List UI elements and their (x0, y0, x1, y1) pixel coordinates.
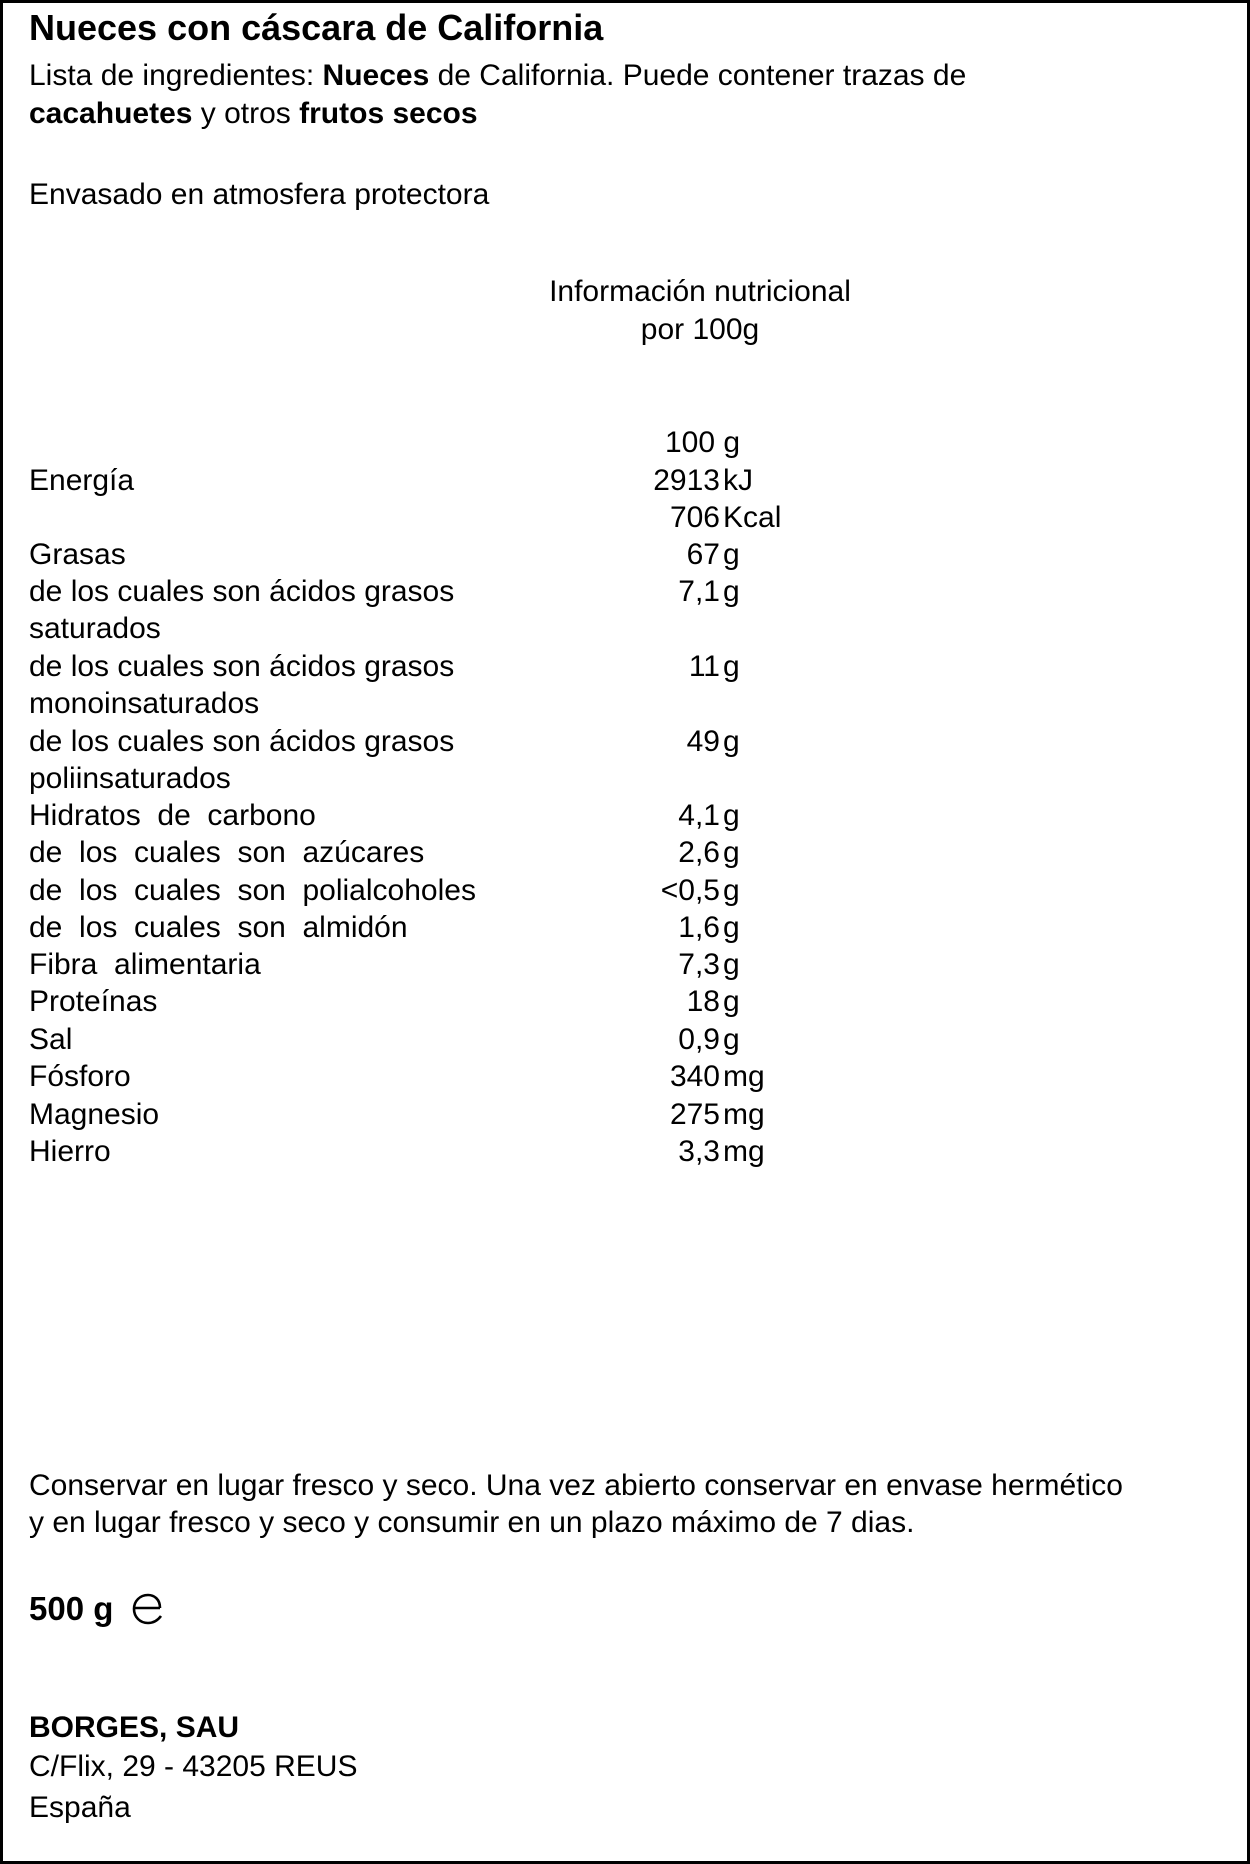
company-address: C/Flix, 29 - 43205 REUS (29, 1750, 358, 1783)
nutrition-row (3, 760, 1250, 798)
nutrient-unit: mg (723, 1060, 765, 1093)
nutrition-row (3, 1021, 1250, 1059)
nutrition-row (3, 648, 1250, 686)
allergen-cacahuetes: cacahuetes (29, 97, 193, 130)
nutrient-unit: g (723, 650, 740, 683)
ingredients-line-1 (29, 57, 966, 95)
nutrient-name: Energía (29, 464, 135, 497)
nutrient-value: 706 (669, 501, 720, 534)
nutrition-row (3, 946, 1250, 984)
nutrient-name: de los cuales son ácidos grasos (29, 650, 455, 683)
nutrient-name: Fósforo (29, 1060, 131, 1093)
nutrition-row (3, 573, 1250, 611)
ingredients-mid: y otros (192, 97, 300, 130)
nutrient-name: de los cuales son azúcares (29, 836, 425, 869)
nutrition-heading: Información nutricional (549, 275, 851, 308)
nutrient-unit: g (723, 836, 740, 869)
nutrient-unit: mg (723, 1098, 765, 1131)
nutrition-row (3, 1133, 1250, 1171)
nutrient-value: 49 (686, 725, 720, 758)
nutrition-row (3, 723, 1250, 761)
nutrient-unit: g (723, 911, 740, 944)
nutrient-value: 2,6 (678, 836, 720, 869)
nutrient-name: Hierro (29, 1135, 111, 1168)
nutrient-name: Proteínas (29, 985, 158, 1018)
company-country: España (29, 1791, 131, 1824)
nutrition-row (3, 1058, 1250, 1096)
nutrition-row (3, 797, 1250, 835)
nutrient-unit: g (723, 948, 740, 981)
nutrient-unit: Kcal (723, 501, 782, 534)
product-title: Nueces con cáscara de California (29, 7, 604, 48)
nutrient-value: 3,3 (678, 1135, 720, 1168)
allergen-frutos-secos: frutos secos (299, 97, 478, 130)
ingredient-bold-nueces: Nueces (322, 59, 430, 92)
net-weight: 500 g (29, 1590, 114, 1627)
nutrient-name: Magnesio (29, 1098, 160, 1131)
nutrient-name: de los cuales son ácidos grasos (29, 725, 455, 758)
ingredients-line-2 (29, 95, 478, 133)
nutrient-unit: g (723, 1023, 740, 1056)
nutrient-value: 1,6 (678, 911, 720, 944)
company-name: BORGES, SAU (29, 1711, 240, 1744)
nutrient-name: de los cuales son almidón (29, 911, 408, 944)
nutrient-value: 7,1 (678, 575, 720, 608)
nutrient-name: Grasas (29, 538, 126, 571)
nutrient-name: saturados (29, 612, 161, 645)
nutrient-name: Sal (29, 1023, 73, 1056)
nutrient-value: 4,1 (678, 799, 720, 832)
nutrient-unit: g (723, 874, 740, 907)
nutrient-name: Fibra alimentaria (29, 948, 261, 981)
nutrient-name: de los cuales son polialcoholes (29, 874, 476, 907)
nutrition-row (3, 983, 1250, 1021)
nutrition-row (3, 872, 1250, 910)
nutrient-name: de los cuales son ácidos grasos (29, 575, 455, 608)
nutrition-column-header: 100 g (665, 426, 741, 459)
ingredients-prefix: Lista de ingredientes: (29, 59, 323, 92)
nutrition-subheading: por 100g (640, 313, 760, 346)
nutrient-name: Hidratos de carbono (29, 799, 316, 832)
packaging-note: Envasado en atmosfera protectora (29, 178, 490, 211)
nutrition-row (3, 909, 1250, 947)
nutrition-row (3, 499, 1250, 537)
storage-line-1: Conservar en lugar fresco y seco. Una vez abierto conservar en envase hermético (29, 1469, 1123, 1502)
nutrient-unit: g (723, 725, 740, 758)
nutrition-row (3, 536, 1250, 574)
nutrition-row (3, 462, 1250, 500)
nutrition-row (3, 834, 1250, 872)
ingredients-suffix: de California. Puede contener trazas de (429, 59, 967, 92)
nutrition-row (3, 685, 1250, 723)
nutrient-name: poliinsaturados (29, 762, 231, 795)
nutrition-row (3, 610, 1250, 648)
nutrient-unit: mg (723, 1135, 765, 1168)
nutrient-value: 18 (686, 985, 720, 1018)
nutrition-row (3, 1096, 1250, 1134)
nutrient-value: 2913 (653, 464, 720, 497)
storage-line-2: y en lugar fresco y seco y consumir en un plazo máximo de 7 dias. (29, 1506, 915, 1539)
nutrient-value: 340 (669, 1060, 720, 1093)
estimated-sign-icon (130, 1591, 166, 1627)
nutrient-name: monoinsaturados (29, 687, 260, 720)
nutrient-unit: g (723, 799, 740, 832)
nutrient-unit: g (723, 575, 740, 608)
nutrient-unit: g (723, 538, 740, 571)
nutrient-value: 0,9 (678, 1023, 720, 1056)
nutrient-value: 275 (669, 1098, 720, 1131)
nutrient-value: <0,5 (660, 874, 720, 907)
nutrient-value: 67 (686, 538, 720, 571)
nutrient-value: 7,3 (678, 948, 720, 981)
nutrient-unit: kJ (723, 464, 753, 497)
nutrient-unit: g (723, 985, 740, 1018)
nutrient-value: 11 (688, 650, 720, 683)
